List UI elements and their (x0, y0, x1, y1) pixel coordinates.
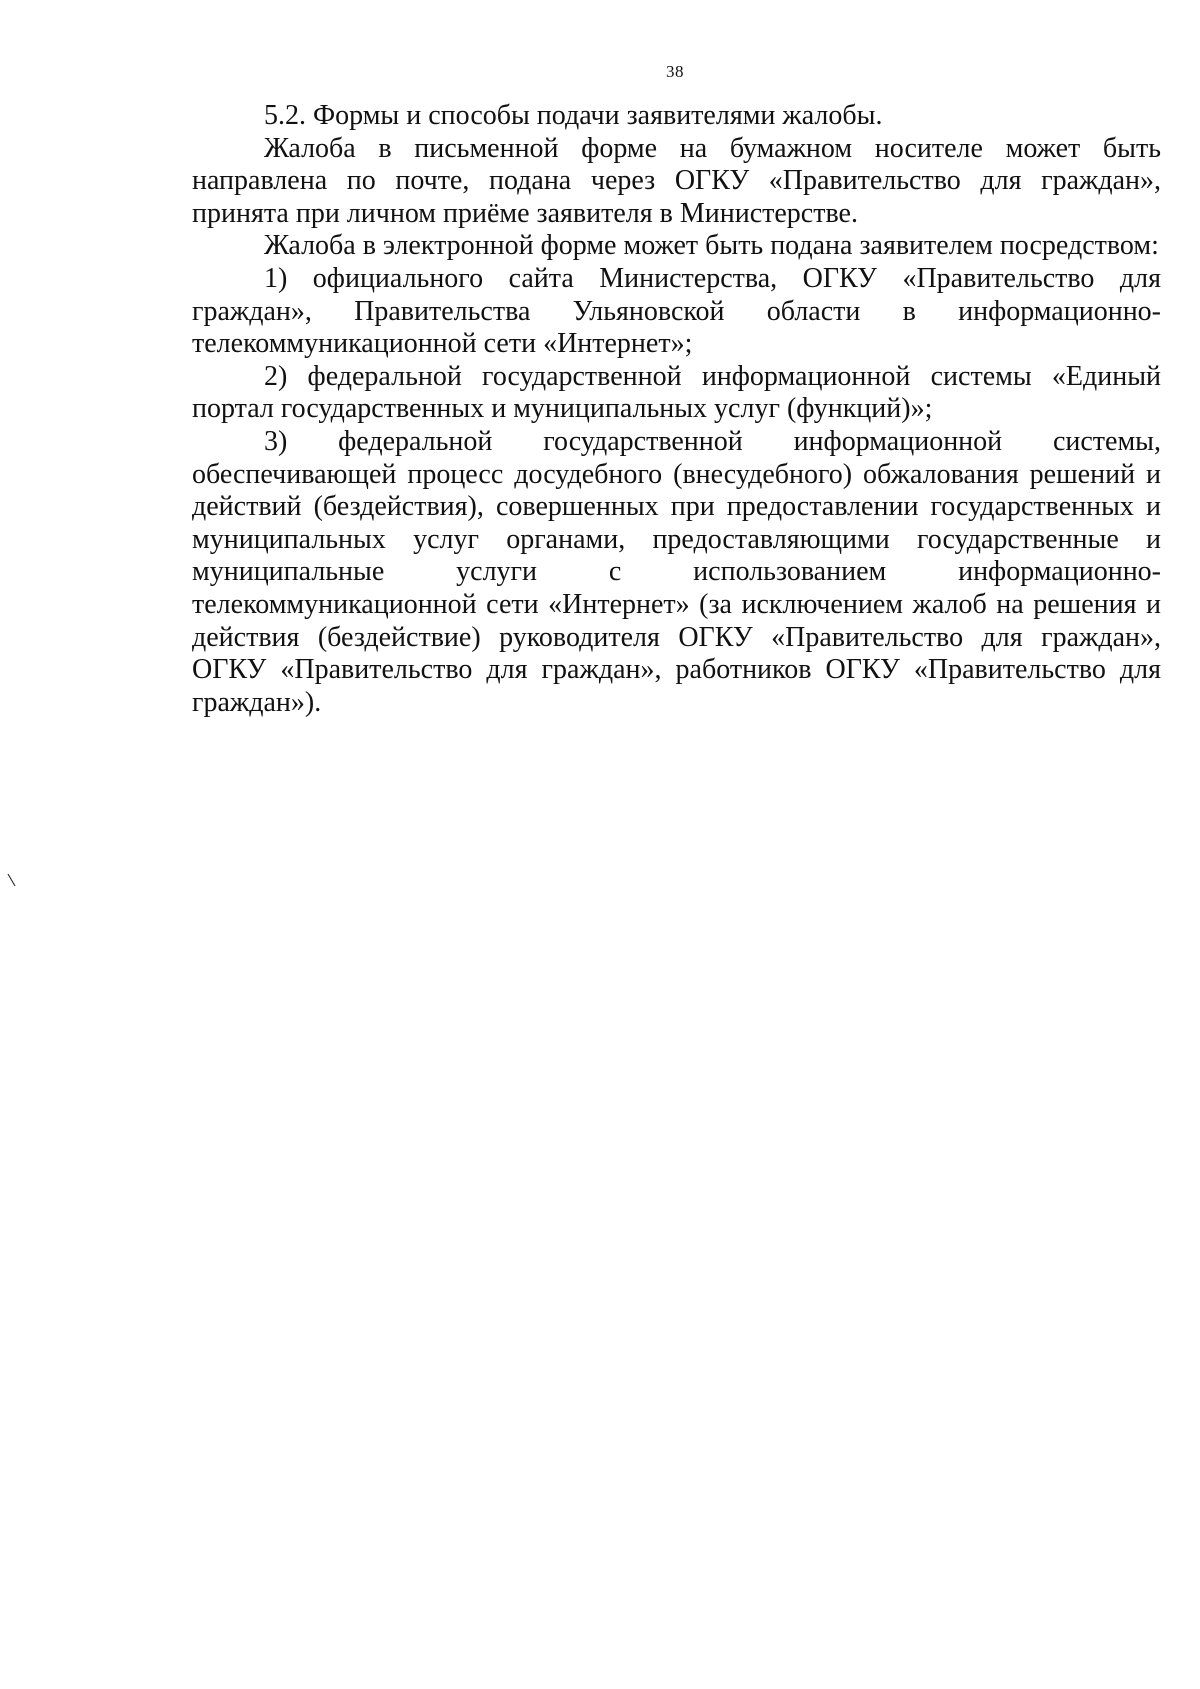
list-item-unified-portal: 2) федеральной государственной информационной системы «Единый портал государственных и муниципальных услуг (функций)»; (192, 360, 1161, 425)
paragraph-paper-complaint: Жалоба в письменной форме на бумажном носителе может быть направлена по почте, подана через ОГКУ «Правительство для граждан», принята при личном приёме заявителя в Министерстве. (192, 132, 1161, 229)
paragraph-electronic-complaint: Жалоба в электронной форме может быть подана заявителем посредством: (264, 230, 1159, 262)
list-item-official-site: 1) официального сайта Министерства, ОГКУ «Правительство для граждан», Правительства Ульяновской области в информационно-телекоммуникационной сети «Интернет»; (192, 262, 1161, 360)
scan-mark-icon (7, 873, 17, 887)
page-number: 38 (666, 62, 684, 81)
document-body (192, 100, 1161, 719)
section-heading: 5.2. Формы и способы подачи заявителями жалобы. (264, 100, 883, 131)
list-item-pretrial-appeal-system: 3) федеральной государственной информационной системы, обеспечивающей процесс досудебного (внесудебного) обжалования решений и действий (бездействия), совершенных при предоставлении государственных и муниципальных услуг органами, предоставляющими государственные и муниципальные услуги с использованием информационно-телекоммуникационной сети «Интернет» (за исключением жалоб на решения и действия (бездействие) руководителя ОГКУ «Правительство для граждан», ОГКУ «Правительство для граждан», работников ОГКУ «Правительство для граждан»). (192, 425, 1161, 718)
